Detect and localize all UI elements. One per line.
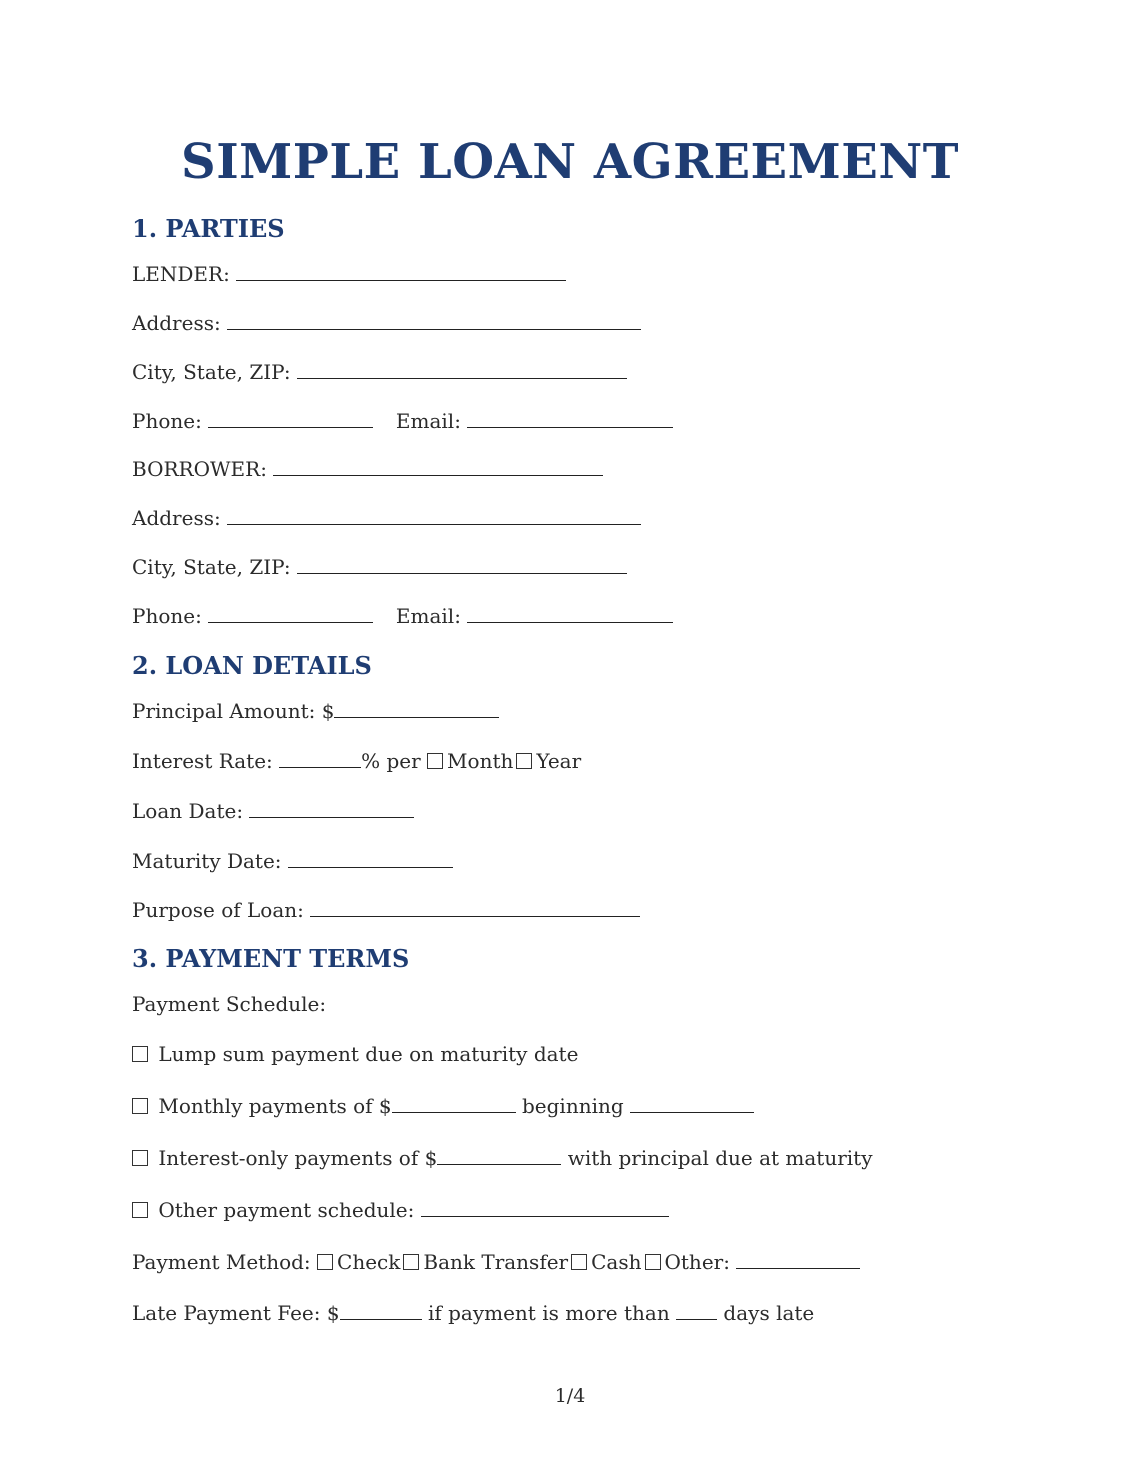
lender-address-row [132, 309, 641, 337]
loan-date-row [132, 797, 414, 825]
late-fee-label: Late Payment Fee: $ [132, 1301, 340, 1325]
bank-transfer-checkbox[interactable] [403, 1254, 419, 1270]
maturity-date-row [132, 847, 453, 875]
section-heading-payment-terms: 3. PAYMENT TERMS [132, 944, 410, 973]
interest-only-row [132, 1144, 873, 1172]
lump-sum-label: Lump sum payment due on maturity date [158, 1042, 579, 1066]
purpose-field[interactable] [310, 898, 640, 917]
month-label: Month [447, 749, 514, 773]
monthly-label: Monthly payments of $ [158, 1094, 392, 1118]
purpose-row [132, 896, 640, 924]
other-schedule-checkbox[interactable] [132, 1202, 148, 1218]
interest-only-checkbox[interactable] [132, 1150, 148, 1166]
section-heading-loan-details: 2. LOAN DETAILS [132, 651, 372, 680]
other-schedule-field[interactable] [421, 1198, 669, 1217]
borrower-email-field[interactable] [467, 604, 673, 623]
lump-sum-row [132, 1040, 578, 1068]
monthly-checkbox[interactable] [132, 1098, 148, 1114]
payment-method-label: Payment Method: [132, 1250, 311, 1274]
interest-suffix: % per [361, 749, 421, 773]
lender-contact-row [132, 407, 673, 435]
lender-label: LENDER: [132, 262, 230, 286]
interest-rate-field[interactable] [279, 749, 361, 768]
interest-only-label: Interest-only payments of $ [158, 1146, 438, 1170]
lender-address-field[interactable] [227, 311, 641, 330]
page-number: 1/4 [554, 1385, 586, 1407]
other-method-label: Other: [664, 1250, 730, 1274]
borrower-city-label: City, State, ZIP: [132, 555, 291, 579]
cash-label: Cash [591, 1250, 642, 1274]
borrower-field[interactable] [273, 457, 603, 476]
borrower-label: BORROWER: [132, 457, 267, 481]
interest-only-suffix: with principal due at maturity [567, 1146, 873, 1170]
payment-method-row [132, 1248, 860, 1276]
lender-city-row [132, 358, 627, 386]
late-fee-suffix: days late [723, 1301, 815, 1325]
schedule-label-row [132, 990, 326, 1018]
late-fee-amount-field[interactable] [340, 1301, 422, 1320]
other-schedule-label: Other payment schedule: [158, 1198, 415, 1222]
year-checkbox[interactable] [516, 753, 532, 769]
purpose-label: Purpose of Loan: [132, 898, 304, 922]
interest-row [132, 747, 581, 775]
monthly-beginning-label: beginning [521, 1094, 624, 1118]
principal-label: Principal Amount: $ [132, 699, 335, 723]
borrower-address-label: Address: [132, 506, 221, 530]
principal-row [132, 697, 499, 725]
lender-email-field[interactable] [467, 409, 673, 428]
monthly-beginning-field[interactable] [630, 1094, 754, 1113]
other-method-field[interactable] [736, 1250, 860, 1269]
lender-phone-label: Phone: [132, 409, 202, 433]
lender-city-field[interactable] [297, 360, 627, 379]
lender-phone-field[interactable] [208, 409, 373, 428]
bank-transfer-label: Bank Transfer [423, 1250, 569, 1274]
borrower-city-field[interactable] [297, 555, 627, 574]
cash-checkbox[interactable] [571, 1254, 587, 1270]
other-schedule-row [132, 1196, 669, 1224]
late-fee-row [132, 1299, 814, 1327]
borrower-row [132, 455, 603, 483]
lender-address-label: Address: [132, 311, 221, 335]
interest-label: Interest Rate: [132, 749, 273, 773]
borrower-phone-label: Phone: [132, 604, 202, 628]
late-days-field[interactable] [676, 1301, 717, 1320]
borrower-contact-row [132, 602, 673, 630]
late-fee-middle: if payment is more than [427, 1301, 670, 1325]
borrower-address-field[interactable] [227, 506, 641, 525]
document-title: SIMPLE LOAN AGREEMENT [181, 134, 959, 190]
lender-city-label: City, State, ZIP: [132, 360, 291, 384]
borrower-email-label: Email: [395, 604, 461, 628]
principal-field[interactable] [334, 699, 499, 718]
borrower-address-row [132, 504, 641, 532]
loan-date-field[interactable] [249, 799, 414, 818]
schedule-label: Payment Schedule: [132, 992, 327, 1016]
maturity-date-label: Maturity Date: [132, 849, 282, 873]
lump-sum-checkbox[interactable] [132, 1046, 148, 1062]
borrower-phone-field[interactable] [208, 604, 373, 623]
check-label: Check [337, 1250, 401, 1274]
monthly-row [132, 1092, 754, 1120]
lender-email-label: Email: [395, 409, 461, 433]
other-method-checkbox[interactable] [645, 1254, 661, 1270]
interest-only-amount-field[interactable] [437, 1146, 561, 1165]
lender-row [132, 260, 566, 288]
maturity-date-field[interactable] [288, 849, 453, 868]
month-checkbox[interactable] [427, 753, 443, 769]
lender-field[interactable] [236, 262, 566, 281]
borrower-city-row [132, 553, 627, 581]
check-checkbox[interactable] [317, 1254, 333, 1270]
monthly-amount-field[interactable] [392, 1094, 516, 1113]
section-heading-parties: 1. PARTIES [132, 214, 285, 243]
year-label: Year [536, 749, 582, 773]
loan-date-label: Loan Date: [132, 799, 244, 823]
